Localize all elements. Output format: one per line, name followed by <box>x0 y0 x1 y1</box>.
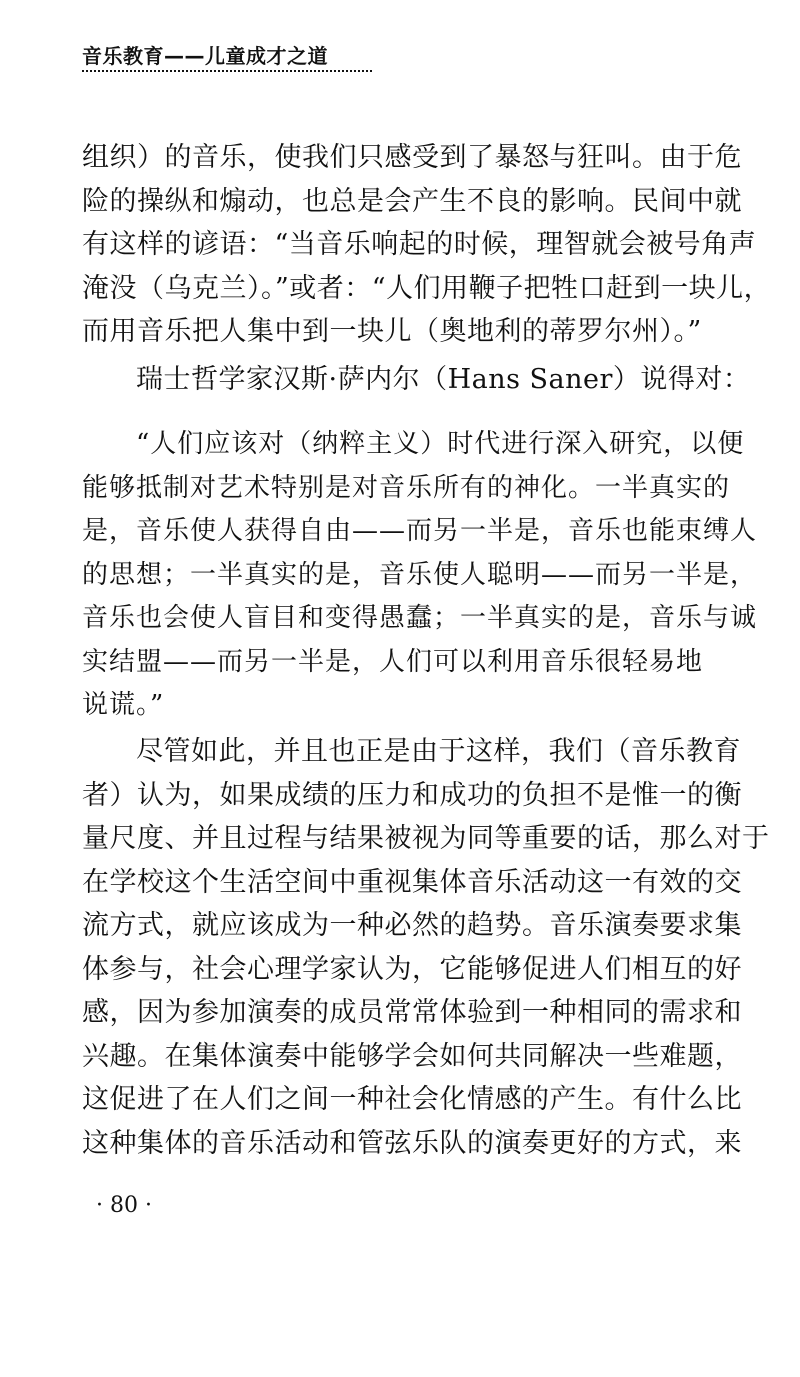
text-line: 尽管如此，并且也正是由于这样，我们（音乐教育 <box>136 736 741 767</box>
quote-line: 是，音乐使人获得自由——而另一半是，音乐也能束缚人 <box>82 516 758 546</box>
text-line: 这种集体的音乐活动和管弦乐队的演奏更好的方式，来 <box>82 1127 742 1159</box>
header-dotted-rule <box>82 70 372 72</box>
running-header-title: 音乐教育——儿童成才之道 <box>82 44 328 68</box>
text-line: 淹没（乌克兰）。”或者：“人们用鞭子把牲口赶到一块儿， <box>82 272 772 304</box>
text-line: 兴趣。在集体演奏中能够学会如何共同解决一些难题， <box>82 1040 742 1072</box>
text-line: 组织）的音乐，使我们只感受到了暴怒与狂叫。由于危 <box>82 142 742 173</box>
text-line: 瑞士哲学家汉斯·萨内尔（Hans Saner）说得对： <box>136 364 751 395</box>
text-line: 流方式，就应该成为一种必然的趋势。音乐演奏要求集 <box>82 910 742 941</box>
text-line: 这促进了在人们之间一种社会化情感的产生。有什么比 <box>82 1084 742 1115</box>
text-line: 者）认为，如果成绩的压力和成功的负担不是惟一的衡 <box>82 779 742 811</box>
running-header <box>82 40 502 74</box>
page-number: · 80 · <box>96 1193 152 1218</box>
quote-line: “人们应该对（纳粹主义）时代进行深入研究，以便 <box>136 429 745 459</box>
quote-line: 实结盟——而另一半是，人们可以利用音乐很轻易地 <box>82 646 704 677</box>
block-quote <box>82 423 758 728</box>
text-line: 而用音乐把人集中到一块儿（奥地利的蒂罗尔州）。” <box>82 316 702 347</box>
text-line: 有这样的谚语：“当音乐响起的时候，理智就会被号角声 <box>82 229 757 260</box>
paragraph <box>82 730 770 1165</box>
quote-line: 的思想；一半真实的是，音乐使人聪明——而另一半是， <box>82 559 758 590</box>
text-line: 感，因为参加演奏的成员常常体验到一种相同的需求和 <box>82 997 742 1028</box>
quote-line: 能够抵制对艺术特别是对音乐所有的神化。一半真实的 <box>82 472 731 503</box>
text-line: 体参与，社会心理学家认为，它能够促进人们相互的好 <box>82 953 742 985</box>
quote-line: 音乐也会使人盲目和变得愚蠢；一半真实的是，音乐与诚 <box>82 603 758 633</box>
paragraph-continued <box>82 136 772 354</box>
quote-intro-paragraph <box>82 358 751 402</box>
text-line: 在学校这个生活空间中重视集体音乐活动这一有效的交 <box>82 866 742 898</box>
text-line: 险的操纵和煽动，也总是会产生不良的影响。民间中就 <box>82 185 742 217</box>
quote-line: 说谎。” <box>82 690 165 720</box>
text-line: 量尺度、并且过程与结果被视为同等重要的话，那么对于 <box>82 823 770 854</box>
